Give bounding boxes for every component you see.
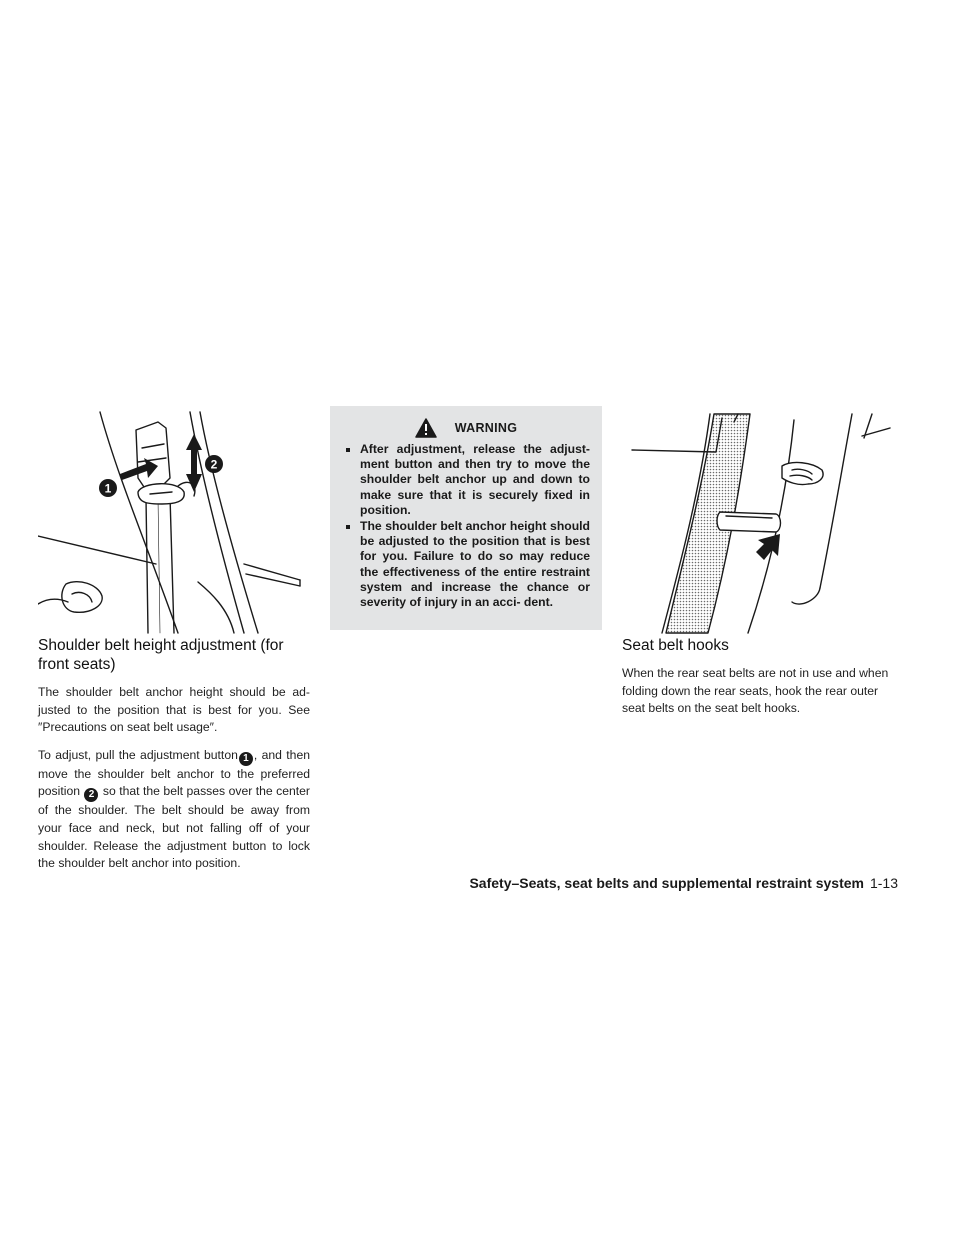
- shoulder-belt-adjustment-illustration: [38, 408, 310, 636]
- footer-section-title: Safety–Seats, seat belts and supplemental restraint system: [469, 875, 864, 891]
- instructions-text-part2: , and then move the shoulder belt anchor to the preferred position: [38, 747, 311, 799]
- instructions-text-part1: To adjust, pull the adjustment button: [38, 747, 238, 762]
- up-arrow-icon: [756, 534, 780, 560]
- seat-belt-hooks-paragraph: When the rear seat belts are not in use and when folding down the rear seats, hook the rear outer seat belts on the seat belt hooks.: [622, 666, 889, 716]
- warning-item: The shoulder belt anchor height should be adjusted to the position that is best for you. Failure to do so may reduce the effectiveness of the entire restraint system and increase the chance or severity of injury in an acci- dent.: [342, 519, 590, 610]
- footer-page-number: 1-13: [869, 875, 898, 891]
- warning-header: [342, 418, 590, 438]
- seat-belt-hook-illustration: [622, 408, 902, 636]
- callout-2-label: 2: [210, 457, 218, 472]
- callout-1-label: 1: [104, 481, 112, 496]
- warning-item: After adjustment, release the adjust- ment button and then try to move the shoulder belt anchor up and down to make sure that it is securely fixed in position.: [342, 442, 590, 518]
- section-heading-shoulder-belt: Shoulder belt height adjustment (for front seats): [38, 637, 284, 673]
- marker-2-badge: 2: [84, 788, 98, 802]
- right-column: [622, 408, 902, 728]
- section-heading-seat-belt-hooks: Seat belt hooks: [622, 637, 729, 654]
- warning-box: [330, 406, 602, 630]
- shoulder-belt-drawing: [38, 408, 310, 636]
- instructions-text-part3: so that the belt passes over the center of the shoulder. The belt should be away from your face and neck, but not falling off of your shoulder. Release the adjustment button to lock the shoulder belt anchor into position.: [38, 784, 310, 871]
- page-footer: [469, 875, 898, 891]
- left-column: [38, 408, 310, 883]
- shoulder-belt-instructions-paragraph: [38, 747, 310, 873]
- seat-belt-hook-drawing: [622, 408, 902, 636]
- warning-triangle-icon: [415, 418, 437, 438]
- middle-column: [330, 406, 602, 630]
- warning-list: [342, 442, 590, 610]
- shoulder-belt-intro-paragraph: The shoulder belt anchor height should be ad- justed to the position that is best for you. See ″Precautions on seat belt usage″.: [38, 685, 310, 735]
- marker-1-badge: 1: [239, 752, 253, 766]
- warning-title: WARNING: [454, 421, 518, 435]
